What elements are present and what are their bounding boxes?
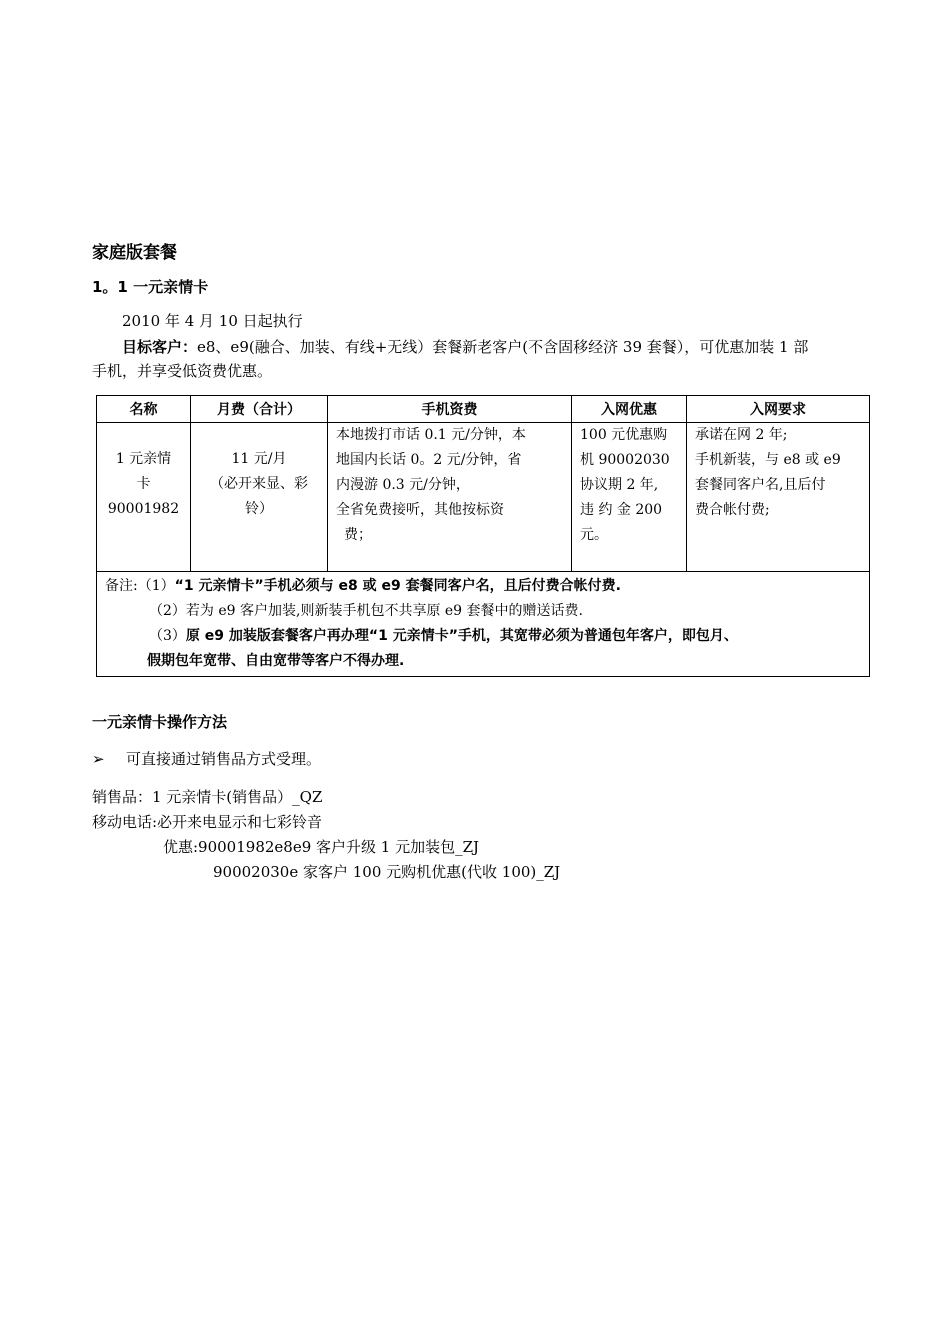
- cell-offer-line: 协议期 2 年,: [580, 477, 659, 493]
- arrow-bullet-icon: ➢: [92, 750, 105, 768]
- table-notes-row: [97, 572, 870, 677]
- note-3: [105, 624, 861, 649]
- header-join-offer: 入网优惠: [572, 396, 687, 423]
- header-phone-rates: 手机资费: [328, 396, 572, 423]
- target-text-line1: e8、e9(融合、加装、有线+无线）套餐新老客户(不含固移经济 39 套餐），可优惠加装 1 部: [197, 338, 809, 356]
- table-row: [97, 423, 870, 572]
- effective-date: 2010 年 4 月 10 日起执行: [122, 312, 303, 330]
- cell-fee-line: 铃）: [245, 501, 273, 517]
- cell-name-line: 90001982: [107, 501, 180, 517]
- cell-name-line: 1 元亲情: [115, 451, 172, 467]
- cell-rates-line: 费；: [344, 527, 372, 543]
- note-3-text: 原 e9 加装版套餐客户再办理“1 元亲情卡”手机，其宽带必须为普通包年客户，即包月、: [185, 628, 738, 644]
- target-label: 目标客户：: [122, 338, 198, 356]
- subsection-title: 1。1 一元亲情卡: [92, 278, 209, 296]
- cell-phone-rates: [328, 423, 572, 572]
- target-customers: [122, 336, 808, 357]
- cell-rates-line: 本地拨打市话 0.1 元/分钟，本: [336, 427, 526, 443]
- notes-cell: [97, 572, 870, 677]
- plan-table: [96, 395, 870, 677]
- notes-label: 备注:（1）: [105, 578, 175, 594]
- header-monthly-fee: 月费（合计）: [191, 396, 328, 423]
- cell-offer-line: 违 约 金 200: [580, 502, 663, 518]
- cell-name: [97, 423, 191, 572]
- note-1: [105, 574, 861, 599]
- section-title: 家庭版套餐: [92, 243, 177, 263]
- header-name: 名称: [97, 396, 191, 423]
- cell-join-offer: [572, 423, 687, 572]
- bullet-text: 可直接通过销售品方式受理。: [126, 750, 322, 768]
- cell-req-line: 手机新装，与 e8 或 e9: [695, 452, 841, 468]
- cell-name-line: 卡: [136, 476, 151, 492]
- note-1-text: “1 元亲情卡”手机必须与 e8 或 e9 套餐同客户名，且后付费合帐付费.: [174, 578, 621, 594]
- cell-monthly-fee: [191, 423, 328, 572]
- method-title: 一元亲情卡操作方法: [92, 713, 228, 731]
- note-3-prefix: （3）: [149, 628, 186, 644]
- cell-fee-line: （必开来显、彩: [210, 476, 308, 492]
- cell-rates-line: 内漫游 0.3 元/分钟，: [336, 477, 470, 493]
- cell-offer-line: 机 90002030: [580, 452, 670, 468]
- cell-join-requirements: [687, 423, 870, 572]
- cell-offer-line: 元。: [580, 527, 608, 543]
- cell-req-line: 承诺在网 2 年;: [695, 427, 788, 443]
- note-3-continuation: 假期包年宽带、自由宽带等客户不得办理.: [147, 653, 405, 669]
- cell-rates-line: 全省免费接听，其他按标资: [336, 502, 504, 518]
- target-text-line2: 手机，并享受低资费优惠。: [92, 362, 273, 380]
- table-header-row: [97, 396, 870, 423]
- cell-fee-line: 11 元/月: [231, 451, 287, 467]
- cell-req-line: 费合帐付费;: [695, 502, 770, 518]
- cell-req-line: 套餐同客户名,且后付: [695, 477, 826, 493]
- discount-line: 优惠:90001982e8e9 客户升级 1 元加装包_ZJ: [163, 838, 480, 856]
- discount-line-2: 90002030e 家客户 100 元购机优惠(代收 100)_ZJ: [213, 863, 561, 881]
- cell-offer-line: 100 元优惠购: [580, 427, 668, 443]
- note-2: （2）若为 e9 客户加装,则新装手机包不共享原 e9 套餐中的赠送话费.: [149, 603, 583, 619]
- sales-product-line: 销售品：1 元亲情卡(销售品）_QZ: [92, 788, 323, 806]
- cell-rates-line: 地国内长话 0。2 元/分钟，省: [336, 452, 522, 468]
- method-bullet: [92, 748, 321, 769]
- header-join-requirements: 入网要求: [687, 396, 870, 423]
- mobile-phone-line: 移动电话:必开来电显示和七彩铃音: [92, 813, 323, 831]
